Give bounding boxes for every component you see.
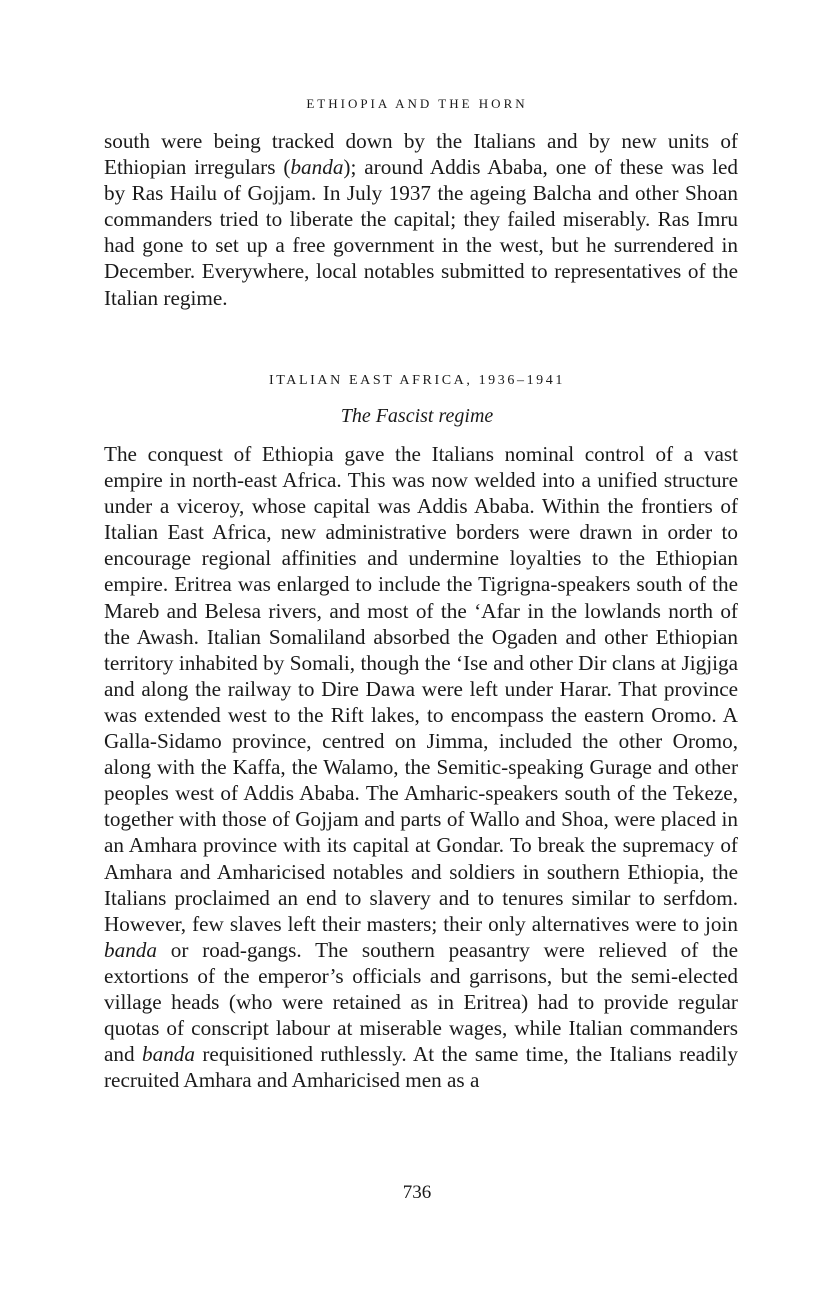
paragraph-2-text-b: or road-gangs. The southern peasantry were relieved of the extortions of the emperor’s officials and garrisons, but the semi-elected village heads (who were retained as in Eritrea) had to provide regular quotas of conscript labour at miserable wages, while Italian commanders and xyxy=(104,937,738,1067)
paragraph-1-text-a: south were being tracked down by the Italians and by new units of Ethiopian irregulars ( xyxy=(104,129,738,180)
paragraph-2-italic-banda-1: banda xyxy=(104,937,157,962)
page-number: 736 xyxy=(402,1182,432,1203)
paragraph-2 xyxy=(104,441,738,1093)
body-text-main xyxy=(104,441,738,1093)
subsection-heading: The Fascist regime xyxy=(340,405,494,427)
paragraph-1 xyxy=(104,128,738,311)
paragraph-1-text-b: ); around Addis Ababa, one of these was led by Ras Hailu of Gojjam. In July 1937 the ageing Balcha and other Shoan commanders tried to liberate the capital; they failed miserably. Ras Imru had gone to set up a free government in the west, but he surrendered in December. Everywhere, local notables submitted to representatives of the Italian regime. xyxy=(104,155,738,310)
body-text-top xyxy=(104,128,738,311)
paragraph-1-italic-banda: banda xyxy=(290,155,344,180)
section-heading: ITALIAN EAST AFRICA, 1936–1941 xyxy=(269,373,565,388)
running-head: ETHIOPIA AND THE HORN xyxy=(306,96,528,111)
paragraph-2-italic-banda-2: banda xyxy=(142,1042,195,1067)
paragraph-2-text-c: requisitioned ruthlessly. At the same time, the Italians readily recruited Amhara and Amharicised men as a xyxy=(104,1042,738,1093)
paragraph-2-text-a: The conquest of Ethiopia gave the Italians nominal control of a vast empire in north-east Africa. This was now welded into a unified structure under a viceroy, whose capital was Addis Ababa. Within the frontiers of Italian East Africa, new administrative borders were drawn in order to encourage regional affinities and undermine loyalties to the Ethiopian empire. Eritrea was enlarged to include the Tigrigna-speakers south of the Mareb and Belesa rivers, and most of the ‘Afar in the lowlands north of the Awash. Italian Somaliland absorbed the Ogaden and other Ethiopian territory inhabited by Somali, though the ‘Ise and other Dir clans at Jigjiga and along the railway to Dire Dawa were left under Harar. That province was extended west to the Rift lakes, to encompass the eastern Oromo. A Galla-Sidamo province, centred on Jimma, included the other Oromo, along with the Kaffa, the Walamo, the Semitic-speaking Gurage and other peoples west of Addis Ababa. The Amharic-speakers south of the Tekeze, together with those of Gojjam and parts of Wallo and Shoa, were placed in an Amhara province with its capital at Gondar. To break the supremacy of Amhara and Amharicised notables and soldiers in southern Ethiopia, the Italians proclaimed an end to slavery and to tenures similar to serfdom. However, few slaves left their masters; their only alternatives were to join xyxy=(104,442,738,936)
